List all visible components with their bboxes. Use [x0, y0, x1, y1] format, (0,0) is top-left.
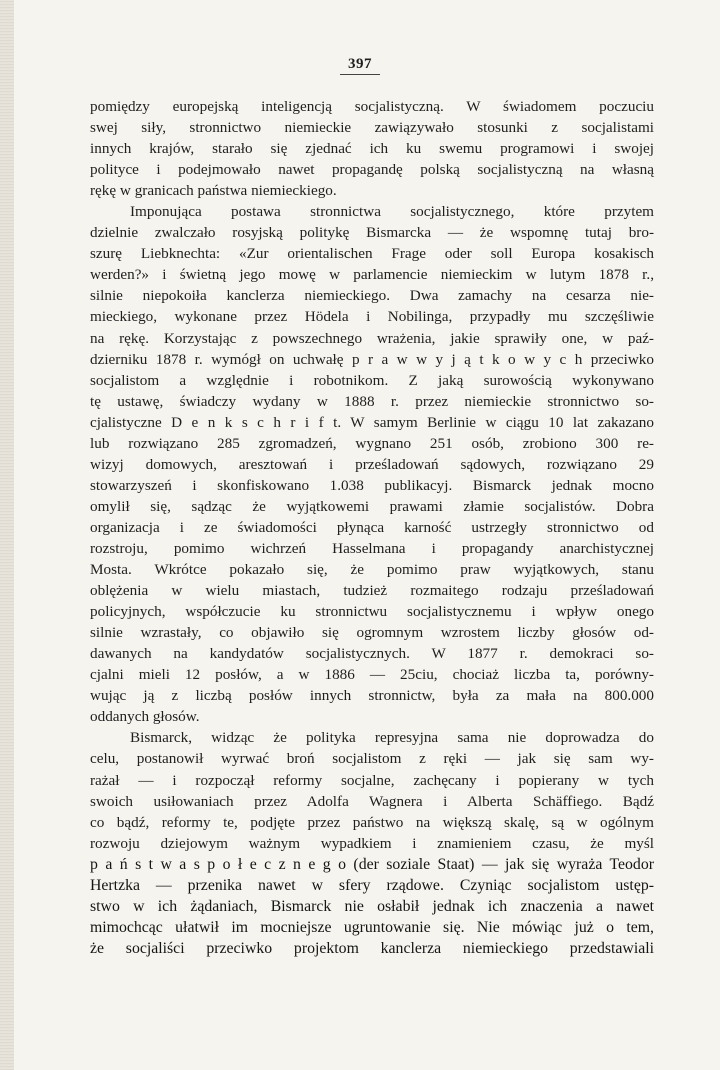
text-line: wując ją z liczbą posłów innych stronnictw, była za mała na 800.000 — [90, 687, 654, 705]
text-line: tę ustawę, świadczy wydany w 1888 r. przez niemieckie stronnictwo so- — [90, 392, 654, 410]
text-line: silnie wzrastały, co objawiło się ogromnym wzrostem liczby głosów od- — [90, 624, 654, 642]
text-line: policyjnych, współczucie ku stronnictwu socjalistycznemu i wpływ onego — [90, 603, 654, 621]
text-line: omylił się, sądząc że wyjątkowemi prawami złamie socjalistów. Dobra — [90, 497, 654, 515]
text-line: oddanych głosów. — [90, 708, 200, 726]
text-line: werden?» i świetną jego mowę w parlamencie niemieckim w lutym 1878 r., — [90, 266, 654, 284]
text-line: co bądź, reformy te, podjęte przez państwo na większą skalę, są w ogólnym — [90, 813, 654, 831]
text-line: mimochcąc ułatwił im mocniejsze ugruntowanie się. Nie mówiąc już o tem, — [90, 918, 654, 936]
text-line: rękę w granicach państwa niemieckiego. — [90, 182, 337, 200]
text-line: dzierniku 1878 r. wymógł on uchwałę p r a w w y j ą t k o w y c h przeciwko — [90, 350, 654, 368]
text-line: że socjaliści przeciwko projektom kanclerza niemieckiego przedstawiali — [90, 939, 654, 957]
text-line: socjalistom a względnie i robotnikom. Z jaką surowością wykonywano — [90, 371, 654, 389]
text-line: szurę Liebknechta: «Zur orientalischen Frage oder soll Europa kosakisch — [90, 245, 654, 263]
text-line: wizyj domowych, aresztowań i prześladowań sądowych, rozwiązano 29 — [90, 455, 654, 473]
text-line: swej siły, stronnictwo niemieckie zawiązywało stosunki z socjalistami — [90, 119, 654, 137]
text-line: polityce i podejmowało nawet propagandę polską socjalistyczną na własną — [90, 161, 654, 179]
text-line: na rękę. Korzystając z powszechnego wrażenia, jakie sprawiły one, w paź- — [90, 329, 654, 347]
text-line: lub rozwiązano 285 zgromadzeń, wygnano 251 osób, zrobiono 300 re- — [90, 434, 654, 452]
text-line: oblężenia w wielu miastach, tudzież rozmaitego rodzaju prześladowań — [90, 582, 654, 600]
text-line: Hertzka — przenika nawet w sfery rządowe. Czyniąc socjalistom ustęp- — [90, 876, 654, 894]
text-line: rozwoju dziejowym ważnym wypadkiem i znamieniem czasu, że myśl — [90, 834, 654, 852]
paragraph-start-line: Imponująca postawa stronnictwa socjalistycznego, które przytem — [130, 203, 654, 221]
text-line: organizacja i ze świadomości płynąca karność ustrzegły stronnictwo od — [90, 518, 654, 536]
text-line: pomiędzy europejską inteligencją socjalistyczną. W świadomem poczuciu — [90, 98, 654, 115]
text-line: swoich usiłowaniach przez Adolfa Wagnera i Alberta Schäffiego. Bądź — [90, 792, 654, 810]
text-line: silnie niepokoiła kanclerza niemieckiego. Dwa zamachy na cesarza nie- — [90, 287, 654, 305]
paragraph-start-line: Bismarck, widząc że polityka represyjna sama nie doprowadza do — [130, 729, 654, 747]
text-line: innych krajów, starało się zjednać ich ku swemu programowi i swojej — [90, 140, 654, 158]
text-line: stowarzyszeń i skonfiskowano 1.038 publikacyj. Bismarck jednak mocno — [90, 476, 654, 494]
text-line: rażał — i rozpoczął reformy socjalne, zachęcany i popierany w tych — [90, 771, 654, 789]
text-line: dawanych na kandydatów socjalistycznych. W 1877 r. demokraci so- — [90, 645, 654, 663]
text-line: cjalistyczne D e n k s c h r i f t. W samym Berlinie w ciągu 10 lat zakazano — [90, 413, 654, 431]
text-line: cjalni mieli 12 posłów, a w 1886 — 25ciu, chociaż liczba ta, porówny- — [90, 666, 654, 684]
text-line: rozstroju, pomimo wichrzeń Hasselmana i propagandy anarchistycznej — [90, 539, 654, 557]
text-line: Mosta. Wkrótce pokazało się, że pomimo praw wyjątkowych, stanu — [90, 561, 654, 579]
binding-gutter — [0, 0, 14, 1070]
text-line: celu, postanowił wyrwać broń socjalistom z ręki — jak się sam wy- — [90, 750, 654, 768]
body-text — [90, 96, 654, 959]
text-line: p a ń s t w a s p o ł e c z n e g o (der soziale Staat) — jak się wyraża Teodor — [90, 855, 654, 873]
text-line: dzielnie zwalczało rosyjską politykę Bismarcka — że wspomnę tutaj bro- — [90, 224, 654, 242]
page-number: 397 — [340, 56, 380, 75]
text-line: mieckiego, wykonane przez Hödela i Nobilinga, przypadły mu szczęśliwie — [90, 308, 654, 326]
text-line: stwo w ich żądaniach, Bismarck nie osłabił jednak ich znaczenia a nawet — [90, 897, 654, 915]
